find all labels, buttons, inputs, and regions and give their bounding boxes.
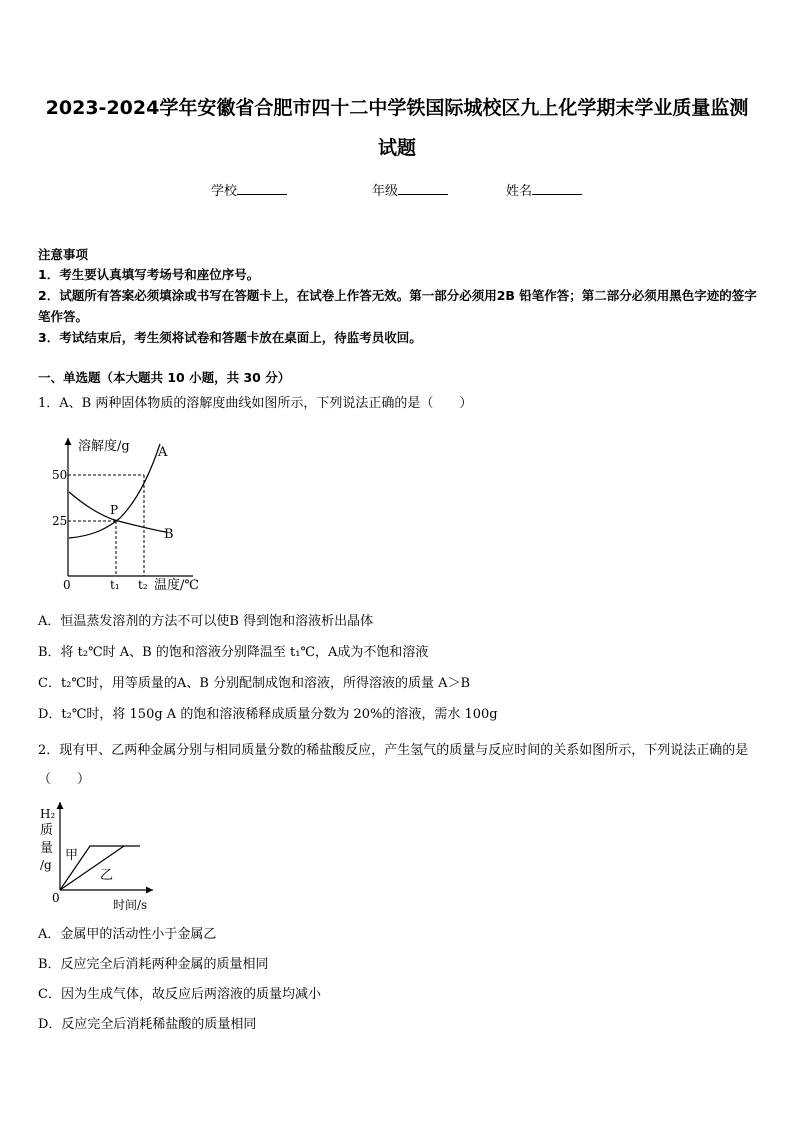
name-field [506,180,582,199]
q1-option-c: C．t₂℃时，用等质量的A、B 分别配制成饱和溶液，所得溶液的质量 A＞B [38,676,471,691]
grade-blank[interactable] [398,182,448,195]
q1-t1: t₁ [110,578,120,592]
q1-xlabel: 温度/℃ [154,578,199,593]
q1-y50: 50 [52,468,68,482]
school-label: 学校 [211,184,238,199]
q2-stem: 2．现有甲、乙两种金属分别与相同质量分数的稀盐酸反应，产生氢气的质量与反应时间的关系如图所示，下列说法正确的是（ ） [38,743,749,787]
q1-ylabel: 溶解度/g [78,439,130,454]
q1-t2: t₂ [138,578,148,592]
q1-origin: 0 [63,578,71,592]
q2-ylabel-2: 量 [40,841,54,856]
q1-y25: 25 [52,514,68,528]
q2-hydrogen-chart [38,796,168,914]
q2-origin: 0 [52,891,60,905]
q1-curve-a [69,444,160,538]
page-title: 2023-2024学年安徽省合肥市四十二中学铁国际城校区九上化学期末学业质量监测试题 [45,97,749,159]
q2-ylabel-1: 质 [40,823,54,838]
q1-solubility-chart [38,432,218,596]
name-blank[interactable] [532,182,582,195]
school-blank[interactable] [237,182,287,195]
q1-stem: 1．A、B 两种固体物质的溶解度曲线如图所示，下列说法正确的是（ ） [38,396,473,411]
q1-label-p: P [110,503,119,517]
q1-option-a: A．恒温蒸发溶剂的方法不可以使B 得到饱和溶液析出晶体 [38,614,374,629]
q2-option-a: A．金属甲的活动性小于金属乙 [38,927,217,942]
q1-option-d: D．t₂℃时，将 150g A 的饱和溶液稀释成质量分数为 20%的溶液，需水 100g [38,707,498,722]
q1-option-b: B．将 t₂℃时 A、B 的饱和溶液分别降温至 t₁℃，A成为不饱和溶液 [38,645,429,660]
notice-heading: 注意事项 [38,247,89,262]
school-field [211,180,287,199]
notice-item-3: 3．考试结束后，考生须将试卷和答题卡放在桌面上，待监考员收回。 [38,330,422,345]
grade-field [372,180,448,199]
q2-label-yi: 乙 [100,868,114,883]
q2-ylabel-3: /g [40,858,52,872]
q2-option-d: D．反应完全后消耗稀盐酸的质量相同 [38,1017,257,1032]
section-heading: 一、单选题（本大题共 10 小题，共 30 分） [38,370,291,385]
q2-label-jia: 甲 [65,848,79,863]
notice-item-2: 2．试题所有答案必须填涂或书写在答题卡上，在试卷上作答无效。第一部分必须用2B 铅笔作答；第二部分必须用黑色字迹的签字笔作答。 [38,288,757,324]
q2-option-c: C．因为生成气体，故反应后两溶液的质量均减小 [38,987,321,1002]
q2-ylabel-h2: H₂ [40,807,56,821]
grade-label: 年级 [372,184,399,199]
q2-option-b: B．反应完全后消耗两种金属的质量相同 [38,957,269,972]
q1-label-a: A [158,445,168,460]
q1-label-b: B [164,527,174,542]
notice-item-1: 1．考生要认真填写考场号和座位序号。 [38,267,260,282]
q2-xlabel: 时间/s [113,898,148,912]
name-label: 姓名 [506,184,533,199]
